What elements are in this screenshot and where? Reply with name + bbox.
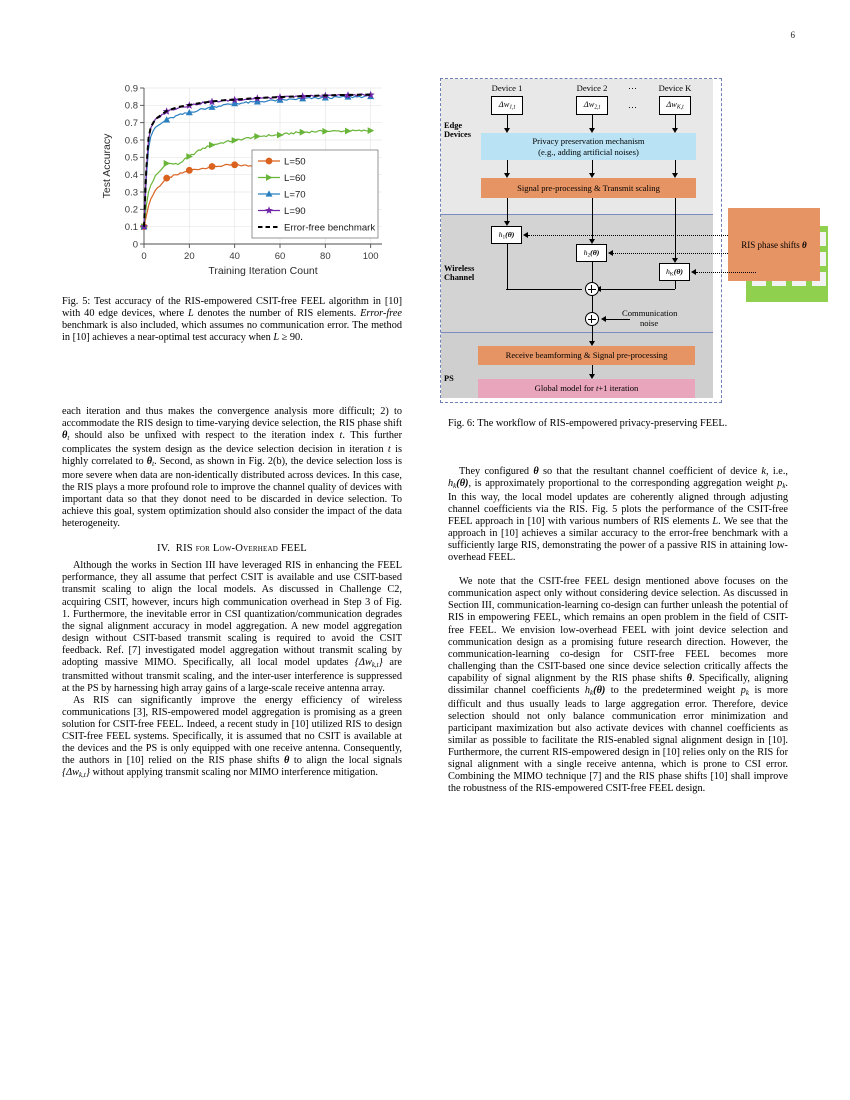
figure-5-chart: [100, 76, 390, 281]
label-wireless-channel-line2: Channel: [444, 273, 475, 283]
svg-text:0.7: 0.7: [124, 117, 138, 129]
svg-text:Test Accuracy: Test Accuracy: [101, 133, 113, 199]
privacy-preservation-box: [481, 133, 696, 160]
lp2a: Although the works in Section III have leveraged RIS in enhancing the FEEL performance, they all assume that perfect CSIT is available and use CSIT-based transmit scaling to align the local models. As discussed in Challenge C2, acquiring CSIT, however, incurs high communication overhead in Step 3 of Fig. 1. Furthermore, the inevitable error in CSI quantization/communication degrades the signal alignment accuracy in model aggregation. A new model aggregation design without CSIT-based transmit scaling is required to avoid the CSIT feedback. Ref. [7] investigated model aggregation without transmit scaling by adopting massive MIMO. Specifically, all local model updates: [62, 560, 402, 668]
delta-w-k-sub: K,t: [676, 104, 684, 111]
svg-text:0: 0: [132, 239, 138, 251]
svg-text:100: 100: [362, 251, 379, 262]
lp2-dw-sub: k,t: [371, 660, 379, 669]
h1-sub: 1: [502, 234, 506, 241]
band-divider-1: [441, 214, 713, 215]
svg-text:0: 0: [141, 251, 147, 262]
rp2-h: h: [584, 684, 591, 696]
arrow-head-ris-hk: [691, 269, 696, 275]
test-accuracy-line-chart: [100, 76, 390, 281]
channel-box-h2: [576, 244, 607, 262]
rp1e: . In this way, the local model updates are coherently aligned through adjusting channel coefficients via the RIS. Fig. 5 plots the performance of the CSIT-free FEEL approach in [10] with various numbers of RIS elements: [448, 478, 788, 528]
line-hk-to-sum: [675, 281, 676, 289]
rp2d: is more difficult and thus usually leads to large aggregation error. Therefore, device selection should not only balance communication error minimization and participant maximization but also activate devices with channel coefficients as similar as possible to facilitate the RIS-enabled signal alignment design in [10]. Furthermore, the current RIS-empowered design in [10] relies only on the RIS for signal alignment with a single receive antenna, which is prone to CSI error. Combining the MIMO technique [7] and the RIS phase shifts [10] shall improve the robustness of the RIS-empowered CSIT-free FEEL design.: [448, 684, 788, 795]
svg-text:0.9: 0.9: [124, 83, 138, 95]
delta-w-box-2: [576, 96, 608, 115]
line-h1-to-sum: [507, 244, 508, 289]
h2-sub: 2: [587, 252, 591, 259]
lp1e: . Second, as shown in Fig. 2(b), the device selection loss is more severe when data are non-identically distributed across devices. In this case, the RIS plays a more profound role to improve the channel quality of devices with important data so that they donot need to be discarded in device selection. To achieve this goal, system optimization should also consider the impact of the data heterogeneity.: [62, 456, 402, 530]
hk-arg: (θ): [673, 266, 683, 276]
delta-w-box-k: [659, 96, 691, 115]
summation-node-signals: [585, 282, 599, 296]
lp1d: is highly correlated to: [62, 444, 402, 468]
rp2b: . Specifically, aligning dissimilar channel coefficients: [448, 672, 788, 696]
global-box-post: +1 iteration: [598, 383, 639, 394]
arrow-head-ris-h1: [523, 232, 528, 238]
receive-beamforming-box: Receive beamforming & Signal pre-processing: [478, 346, 695, 365]
device-label-k: Device K: [658, 83, 692, 93]
rp1b: so that the resultant channel coefficient of device: [538, 466, 762, 477]
rp1-p-sub: k: [782, 482, 786, 490]
svg-text:0.5: 0.5: [124, 152, 138, 164]
svg-text:Training Iteration Count: Training Iteration Count: [208, 265, 318, 277]
lp3a: As RIS can significantly improve the energy efficiency of wireless communications [3], RIS-empowered model aggregation is promising as a green solution for CSIT-free FEEL. Indeed, a recent study in [10] utilized RIS to design CSIT-free FEEL systems. Specifically, it is assumed that no CSIT is available at the devices and the PS is only equipped with one receive antenna. Consequently, the authors in [10] relied on the RIS phase shifts: [62, 694, 402, 767]
svg-text:60: 60: [274, 251, 286, 262]
rp1-h-sub: k: [453, 482, 457, 490]
right-paragraph-1: [448, 466, 788, 564]
summation-node-noise: [585, 312, 599, 326]
signal-preprocessing-box: Signal pre-processing & Transmit scaling: [481, 178, 696, 198]
lp1-theta2: θ: [146, 456, 153, 468]
communication-noise-label: [622, 308, 717, 328]
left-paragraph-1: [62, 406, 402, 530]
device-ellipsis-mid: ⋯: [628, 102, 638, 112]
figure-6-diagram: [436, 74, 836, 409]
label-wireless-channel-line1: Wireless: [444, 264, 475, 273]
lp1-theta1-sub: t: [67, 434, 70, 443]
delta-w-1-symbol: Δw: [498, 100, 510, 110]
section-heading-iv: [62, 543, 402, 554]
left-column: [62, 406, 402, 781]
svg-text:0.6: 0.6: [124, 135, 138, 147]
lp3b: to align the local signals: [289, 755, 402, 767]
lp3-dw-close: }: [85, 767, 90, 779]
h2-arg: (θ): [590, 247, 600, 257]
lp1-t2: t: [339, 430, 343, 442]
hk-symbol: h: [666, 266, 670, 276]
rp2-p-sub: k: [745, 688, 750, 697]
svg-text:0.8: 0.8: [124, 100, 138, 112]
label-wireless-channel: [444, 264, 494, 283]
lp3-dw: {Δw: [62, 767, 80, 779]
svg-text:L=50: L=50: [284, 156, 306, 168]
lp1-t3: t: [387, 444, 391, 456]
h2-symbol: h: [583, 247, 588, 257]
rp1-h: h: [448, 478, 454, 490]
line-h1-horizontal: [506, 289, 582, 290]
figure-6-caption: [448, 418, 788, 430]
svg-text:0.4: 0.4: [124, 169, 138, 181]
rp1-theta: θ: [533, 466, 539, 477]
rp2c: to the predetermined weight: [605, 684, 741, 696]
line-hk-horizontal: [601, 289, 675, 290]
dotted-line-ris-h2: [613, 253, 728, 254]
arrow-head-comm-noise: [601, 316, 606, 322]
hk-sub: K: [669, 271, 674, 278]
label-edge-devices-line1: Edge: [444, 121, 463, 130]
svg-text:80: 80: [320, 251, 331, 262]
lp1-theta2-sub: t: [152, 460, 155, 469]
figure-5-caption: [62, 296, 402, 344]
label-ps: PS: [444, 374, 454, 383]
lp2b: are transmitted without transmit scaling, and the inter-user interference is suppressed at the PS by harnessing high array gains of a large-scale receive antenna array.: [62, 656, 402, 694]
lp1c: . This further complicates the system design as the device selection decision in iteration: [62, 430, 402, 456]
comm-noise-line2: noise: [640, 318, 659, 328]
section-number: IV.: [157, 543, 171, 555]
band-divider-2: [441, 332, 713, 333]
dotted-line-ris-h1: [528, 235, 728, 236]
rp1a: They configured: [459, 466, 534, 477]
delta-w-k-symbol: Δw: [666, 100, 677, 110]
svg-text:L=60: L=60: [284, 173, 306, 185]
svg-text:20: 20: [184, 251, 195, 262]
global-box-pre: Global model for: [534, 383, 596, 394]
delta-w-2-symbol: Δw: [583, 100, 595, 110]
lp3-theta: θ: [283, 755, 290, 767]
rp1-L: L: [712, 516, 719, 528]
svg-text:L=90: L=90: [284, 206, 306, 218]
privacy-box-line1: Privacy preservation mechanism: [532, 136, 645, 147]
rp1c: , i.e.,: [765, 466, 788, 477]
rp2-h-sub: k: [590, 688, 594, 697]
section-title-feel: FEEL: [280, 543, 307, 555]
lp1a: each iteration and thus makes the convergence analysis more difficult; 2) to accommodate the RIS design to time-varying device selection, the RIS phase shift: [62, 406, 402, 430]
rp2-theta: θ: [686, 672, 692, 684]
delta-w-box-1: [491, 96, 523, 115]
h1-arg: (θ): [505, 229, 515, 239]
rp1-h-arg: (θ): [456, 478, 469, 490]
label-edge-devices-line2: Devices: [444, 130, 471, 140]
left-paragraph-2: [62, 560, 402, 694]
svg-text:0.1: 0.1: [124, 221, 138, 233]
channel-box-hk: [659, 263, 690, 281]
section-title-for: for: [195, 543, 210, 555]
rp2-p: p: [740, 684, 746, 696]
lp2-dw-close: }: [378, 656, 383, 668]
svg-text:Error-free benchmark: Error-free benchmark: [284, 222, 376, 234]
page-number: 6: [790, 30, 795, 40]
delta-w-1-sub: 1,t: [509, 104, 516, 111]
rp2a: We note that the CSIT-free FEEL design mentioned above focuses on the communication aspect only without considering device selection. As discussed in Section III, communication-learning co-design can further unleash the potential of RIS in empowering FEEL, which remains an open problem in the field of CSIT-free FEEL. We envision low-overhead FEEL with joint device selection and communication design as a promising future research direction. However, the communication-learning co-design for CSIT-free FEEL becomes more challenging than the CSIT-based one since device selection critically affects the capability of signal alignment by the RIS phase shifts: [448, 576, 788, 684]
dotted-line-ris-hk: [696, 272, 756, 273]
ris-phase-shifts-panel: RIS phase shifts θ: [728, 208, 820, 281]
global-box-italic-t: t: [596, 383, 599, 394]
section-title-ris: RIS: [175, 543, 193, 555]
rp1-k: k: [761, 466, 766, 477]
global-model-box: [478, 379, 695, 398]
left-paragraph-3: [62, 695, 402, 781]
right-column: [448, 466, 788, 795]
lp1b: should also be unfixed with respect to the iteration index: [69, 430, 340, 442]
svg-text:0.2: 0.2: [124, 204, 138, 216]
device-label-2: Device 2: [576, 83, 608, 93]
h1-symbol: h: [498, 229, 503, 239]
lp3c: without applying transmit scaling nor MIMO interference mitigation.: [89, 767, 378, 779]
line-pre-to-hk: [675, 198, 676, 261]
delta-w-2-sub: 2,t: [594, 104, 601, 111]
svg-text:40: 40: [229, 251, 240, 262]
right-paragraph-2: [448, 576, 788, 795]
svg-text:0.3: 0.3: [124, 187, 138, 199]
svg-text:L=70: L=70: [284, 189, 306, 201]
rp1d: , is approximately proportional to the corresponding aggregation weight: [468, 478, 778, 490]
rp1f: . We see that the approach in [10] achieves a similar accuracy to the error-free benchmark with a sufficiently large RIS, demonstrating the power of a passive RIS in attaining low-overhead FEEL.: [448, 516, 788, 564]
rp2-h-arg: (θ): [593, 684, 606, 696]
section-title-lowoverhead: Low-Overhead: [212, 543, 278, 555]
lp1-theta1: θ: [62, 430, 68, 442]
comm-noise-line1: Communication: [622, 308, 678, 318]
lp2-dw: {Δw: [354, 656, 372, 668]
device-ellipsis-top: ⋯: [628, 83, 638, 93]
lp3-dw-sub: k,t: [79, 771, 86, 780]
figure-5-caption-text: Fig. 5: Test accuracy of the RIS-empowered CSIT-free FEEL algorithm in [10] with 40 edge devices, where L denotes the number of RIS elements. Error-free benchmark is also included, which assumes no communication error. The method in [10] achieves a near-optimal test accuracy when L ≥ 90.: [62, 296, 403, 344]
channel-box-h1: [491, 226, 522, 244]
figure-6-caption-text: Fig. 6: The workflow of RIS-empowered privacy-preserving FEEL.: [448, 418, 728, 429]
privacy-box-line2: (e.g., adding artificial noises): [538, 146, 639, 157]
rp1-p: p: [777, 478, 783, 490]
arrow-head-ris-h2: [608, 250, 613, 256]
device-label-1: Device 1: [491, 83, 523, 93]
